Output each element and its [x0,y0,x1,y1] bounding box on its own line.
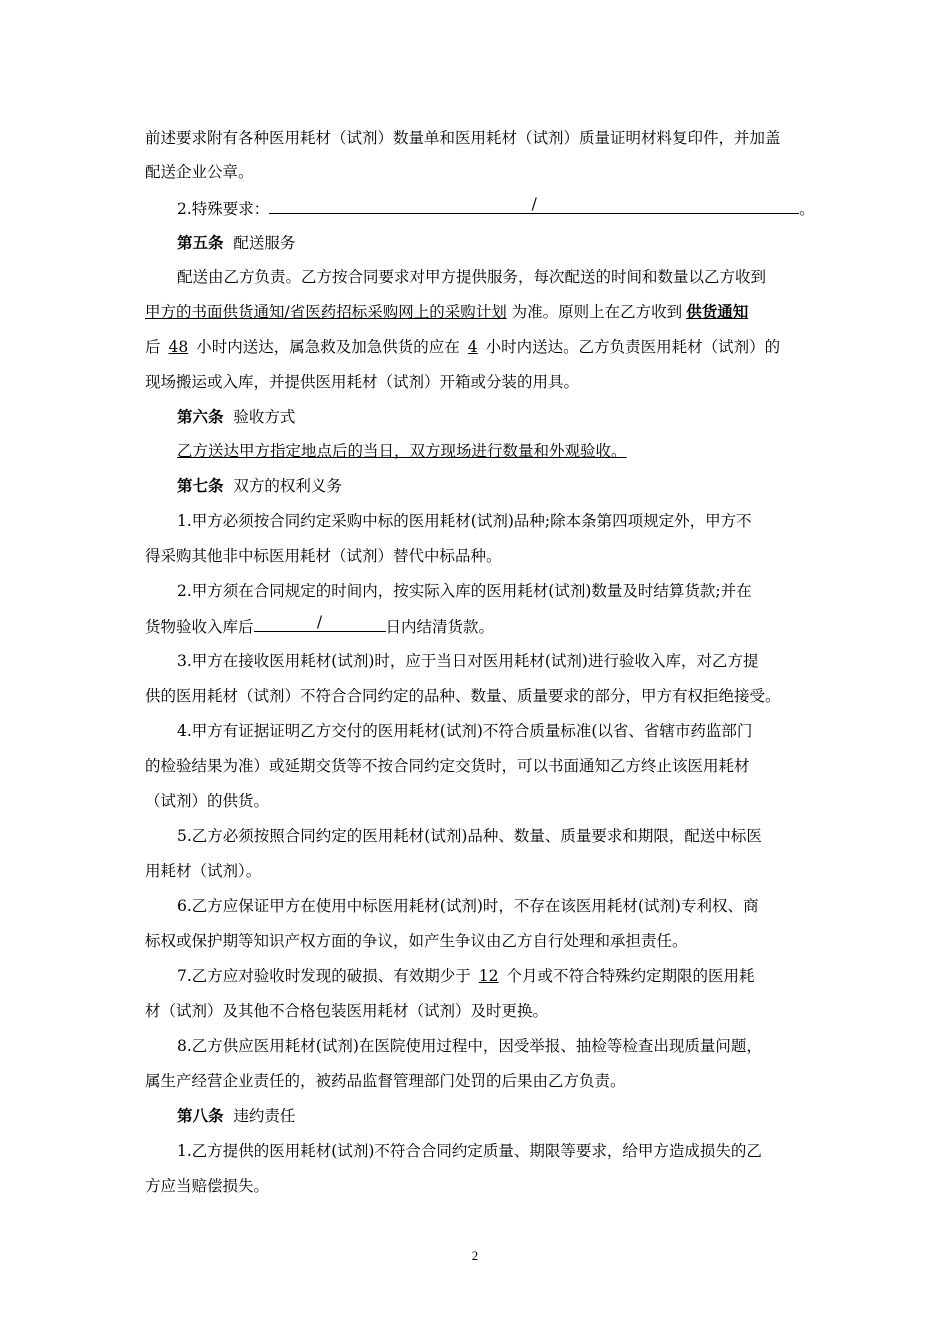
article-8-heading [177,1106,810,1126]
article-6-heading [177,407,810,427]
paragraph-line: 现场搬运或入库，并提供医用耗材（试剂）开箱或分装的用具。 [145,373,580,391]
text-span: 小时内送达，属急救及加急供货的应在 [196,338,460,356]
special-requirements-line [177,195,815,219]
paragraph-line [145,337,810,357]
article-7-heading [177,476,810,496]
article-5-heading [177,233,810,253]
article-name: 违约责任 [233,1107,296,1125]
special-requirements-label: 2.特殊要求： [177,200,270,218]
article-name: 双方的权利义务 [233,477,342,495]
blank-slash: / [531,195,537,213]
paragraph-line: 标权或保护期等知识产权方面的争议，如产生争议由乙方自行处理和承担责任。 [145,932,688,950]
paragraph-line: 前述要求附有各种医用耗材（试剂）数量单和医用耗材（试剂）质量证明材料复印件，并加盖 [145,129,781,147]
article-number: 第七条 [177,476,224,495]
paragraph-line [177,441,810,461]
paragraph-line: 3.甲方在接收医用耗材(试剂)时，应于当日对医用耗材(试剂)进行验收入库，对乙方提 [177,652,759,670]
paragraph-line: 得采购其他非中标医用耗材（试剂）替代中标品种。 [145,547,502,565]
paragraph-line: 配送由乙方负责。乙方按合同要求对甲方提供服务，每次配送的时间和数量以乙方收到 [177,268,767,286]
underlined-phrase: 甲方的书面供货通知/省医药招标采购网上的采购计划 [145,303,507,321]
page-number: 2 [471,1248,479,1263]
paragraph-line: 6.乙方应保证甲方在使用中标医用耗材(试剂)时，不存在该医用耗材(试剂)专利权、商 [177,897,759,915]
underlined-phrase: 乙方送达甲方指定地点后的当日，双方现场进行数量和外观验收。 [177,442,627,460]
text-span: 小时内送达。乙方负责医用耗材（试剂）的 [485,338,781,356]
text-span: 为准。原则上在乙方收到 [511,303,683,321]
filled-value: 供货通知 [686,302,749,321]
paragraph-line [145,302,810,322]
paragraph-line: 供的医用耗材（试剂）不符合合同约定的品种、数量、质量要求的部分，甲方有权拒绝接受。 [145,687,781,705]
paragraph-line: 方应当赔偿损失。 [145,1177,270,1195]
text-span: 个月或不符合特殊约定期限的医用耗 [506,967,755,985]
paragraph-line: 用耗材（试剂）。 [145,862,262,880]
paragraph-line: 属生产经营企业责任的，被药品监督管理部门处罚的后果由乙方负责。 [145,1072,626,1090]
article-number: 第五条 [177,233,224,252]
line-end-period: 。 [799,200,815,218]
article-number: 第六条 [177,407,224,426]
article-name: 配送服务 [233,234,296,252]
article-number: 第八条 [177,1106,224,1125]
text-span: 后 [145,338,161,356]
paragraph-line: 4.甲方有证据证明乙方交付的医用耗材(试剂)不符合质量标准(以省、省辖市药监部门 [177,722,753,740]
paragraph-line: 8.乙方供应医用耗材(试剂)在医院使用过程中，因受举报、抽检等检查出现质量问题， [177,1037,762,1055]
paragraph-line: 1.甲方必须按合同约定采购中标的医用耗材(试剂)品种;除本条第四项规定外，甲方不 [177,512,752,530]
paragraph-line: 配送企业公章。 [145,163,254,181]
special-requirements-blank [269,195,799,214]
paragraph-line: （试剂）的供货。 [145,792,270,810]
paragraph-line: 的检验结果为准）或延期交货等不按合同约定交货时，可以书面通知乙方终止该医用耗材 [145,757,750,775]
text-span: 货物验收入库后 [145,618,254,636]
filled-value: 4 [467,338,478,356]
blank-slash: / [316,613,323,631]
paragraph-line: 1.乙方提供的医用耗材(试剂)不符合合同约定质量、期限等要求，给甲方造成损失的乙 [177,1142,762,1160]
days-blank [254,613,386,632]
article-name: 验收方式 [233,408,296,426]
paragraph-line: 2.甲方须在合同规定的时间内，按实际入库的医用耗材(试剂)数量及时结算货款;并在 [177,582,752,600]
filled-value: 12 [478,967,499,985]
text-span: 日内结清货款。 [385,618,495,636]
paragraph-line [145,613,810,637]
paragraph-line: 材（试剂）及其他不合格包装医用耗材（试剂）及时更换。 [145,1002,549,1020]
text-span: 7.乙方应对验收时发现的破损、有效期少于 [177,967,471,985]
filled-value: 48 [168,338,189,356]
paragraph-line: 5.乙方必须按照合同约定的医用耗材(试剂)品种、数量、质量要求和期限，配送中标医 [177,827,762,845]
paragraph-line [177,966,810,986]
